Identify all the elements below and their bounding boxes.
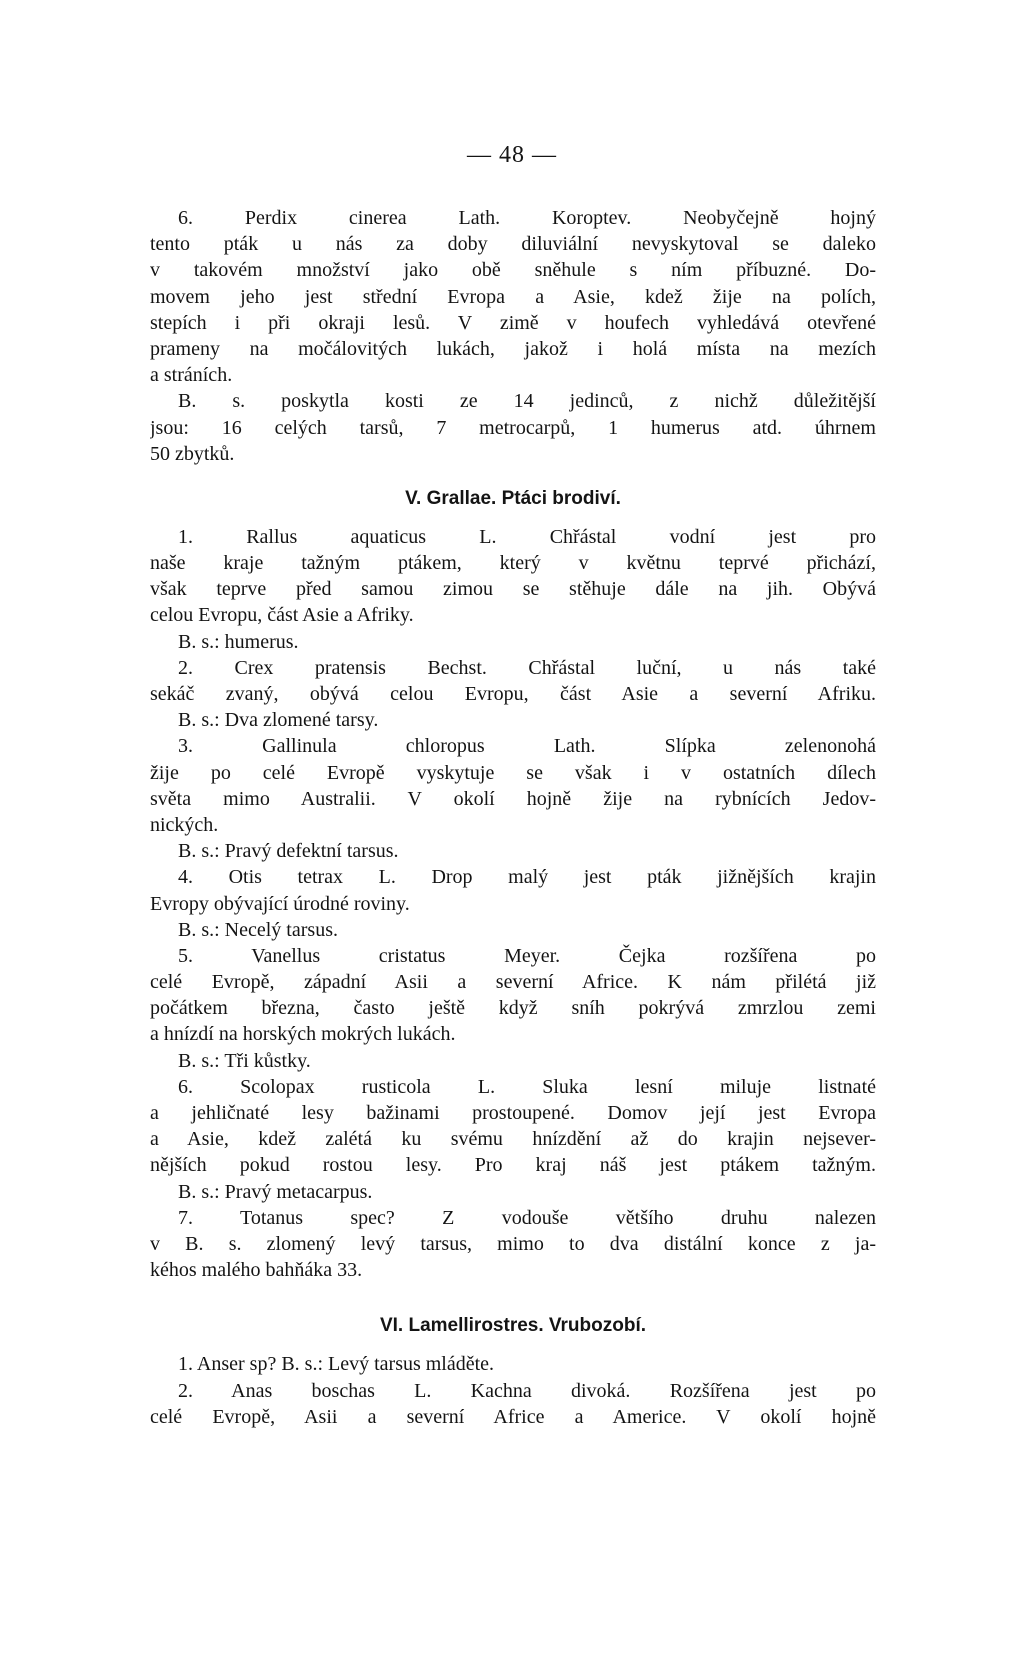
- text-line: B. s.: Pravý metacarpus.: [178, 1180, 373, 1203]
- text-line: a stráních.: [150, 364, 233, 387]
- text-line: prameny na močálovitých lukách, jakož i holá místa na mezích: [150, 337, 876, 360]
- paragraph-perdix-cinerea: [150, 205, 876, 388]
- text-line: B. s. poskytla kosti ze 14 jedinců, z nichž důležitější: [178, 390, 876, 413]
- paragraph-otis-tetrax: [150, 864, 876, 916]
- text-line: a Asie, kdež zalétá ku svému hnízdění až do krajin nejsever-: [150, 1128, 876, 1151]
- text-line: však teprve před samou zimou se stěhuje dále na jih. Obývá: [150, 578, 876, 601]
- text-line: tento pták u nás za doby diluviální nevyskytoval se daleko: [150, 233, 876, 256]
- paragraph-bs-gallinula: [150, 838, 876, 864]
- text-line: počátkem března, často ještě když sníh pokrývá zmrzlou zemi: [150, 997, 876, 1020]
- text-line: 50 zbytků.: [150, 442, 235, 465]
- text-line: a hnízdí na horských mokrých lukách.: [150, 1023, 456, 1046]
- text-line: celé Evropě, západní Asii a severní Africe. K nám přilétá již: [150, 971, 876, 994]
- text-line: 1. Rallus aquaticus L. Chřástal vodní jest pro: [178, 525, 876, 548]
- text-line: 2. Anas boschas L. Kachna divoká. Rozšířena jest po: [178, 1379, 876, 1402]
- paragraph-vanellus-cristatus: [150, 943, 876, 1048]
- text-line: žije po celé Evropě vyskytuje se však i v ostatních dílech: [150, 761, 876, 784]
- section-heading-lamellirostres: VI. Lamellirostres. Vrubozobí.: [379, 1315, 647, 1337]
- paragraph-anas-boschas: [150, 1378, 876, 1430]
- text-line: v takovém množství jako obě sněhule s ním příbuzné. Do-: [150, 259, 876, 282]
- text-line: B. s.: Necelý tarsus.: [178, 918, 338, 941]
- text-line: 6. Scolopax rusticola L. Sluka lesní miluje listnaté: [178, 1075, 876, 1098]
- text-line: nických.: [150, 813, 219, 836]
- text-line: 4. Otis tetrax L. Drop malý jest pták jižnějších krajin: [178, 866, 876, 889]
- text-line: 5. Vanellus cristatus Meyer. Čejka rozšířena po: [178, 944, 876, 967]
- text-line: nějších pokud rostou lesy. Pro kraj náš jest ptákem tažným.: [150, 1154, 876, 1177]
- paragraph-bs-vanellus: [150, 1048, 876, 1074]
- paragraph-totanus: [150, 1205, 876, 1284]
- text-line: 6. Perdix cinerea Lath. Koroptev. Neobyčejně hojný: [178, 207, 876, 229]
- text-line: jsou: 16 celých tarsů, 7 metrocarpů, 1 humerus atd. úhrnem: [150, 416, 876, 439]
- text-line: naše kraje tažným ptákem, který v květnu teprvé přichází,: [150, 552, 876, 575]
- text-line: B. s.: humerus.: [178, 630, 299, 653]
- text-line: stepích i při okraji lesů. V zimě v houfech vyhledává otevřené: [150, 311, 876, 334]
- text-line: B. s.: Dva zlomené tarsy.: [178, 709, 379, 732]
- paragraph-bs-perdix: [150, 388, 876, 467]
- text-column: [150, 205, 876, 1430]
- text-line: 1. Anser sp? B. s.: Levý tarsus mláděte.: [178, 1353, 495, 1376]
- text-line: B. s.: Pravý defektní tarsus.: [178, 840, 399, 863]
- text-line: sekáč zvaný, obývá celou Evropu, část Asie a severní Afriku.: [150, 683, 876, 705]
- page-number: — 48 —: [467, 142, 557, 168]
- text-line: a jehličnaté lesy bažinami prostoupené. Domov její jest Evropa: [150, 1102, 876, 1124]
- paragraph-anser: [150, 1351, 876, 1377]
- text-line: B. s.: Tři kůstky.: [178, 1049, 311, 1072]
- section-heading-grallae: V. Grallae. Ptáci brodiví.: [405, 487, 621, 509]
- text-line: celé Evropě, Asii a severní Africe a Americe. V okolí hojně: [150, 1405, 876, 1428]
- paragraph-rallus-aquaticus: [150, 524, 876, 629]
- text-line: movem jeho jest střední Evropa a Asie, kdež žije na polích,: [150, 285, 876, 308]
- paragraph-bs-otis: [150, 917, 876, 943]
- paragraph-bs-scolopax: [150, 1179, 876, 1205]
- text-line: 2. Crex pratensis Bechst. Chřástal luční, u nás také: [178, 656, 876, 679]
- text-line: světa mimo Australii. V okolí hojně žije na rybnících Jedov-: [150, 787, 876, 810]
- text-line: v B. s. zlomený levý tarsus, mimo to dva distální konce z ja-: [150, 1232, 876, 1255]
- text-line: kéhos malého bahňáka 33.: [150, 1259, 363, 1282]
- text-line: 7. Totanus spec? Z vodouše většího druhu nalezen: [178, 1206, 876, 1229]
- text-line: celou Evropu, část Asie a Afriky.: [150, 604, 414, 627]
- paragraph-scolopax-rusticola: [150, 1074, 876, 1179]
- paragraph-bs-rallus: [150, 629, 876, 655]
- paragraph-crex-pratensis: [150, 655, 876, 707]
- text-line: Evropy obývající úrodné roviny.: [150, 892, 410, 915]
- paragraph-bs-crex: [150, 707, 876, 733]
- text-line: 3. Gallinula chloropus Lath. Slípka zelenonohá: [178, 735, 876, 758]
- paragraph-gallinula-chloropus: [150, 733, 876, 838]
